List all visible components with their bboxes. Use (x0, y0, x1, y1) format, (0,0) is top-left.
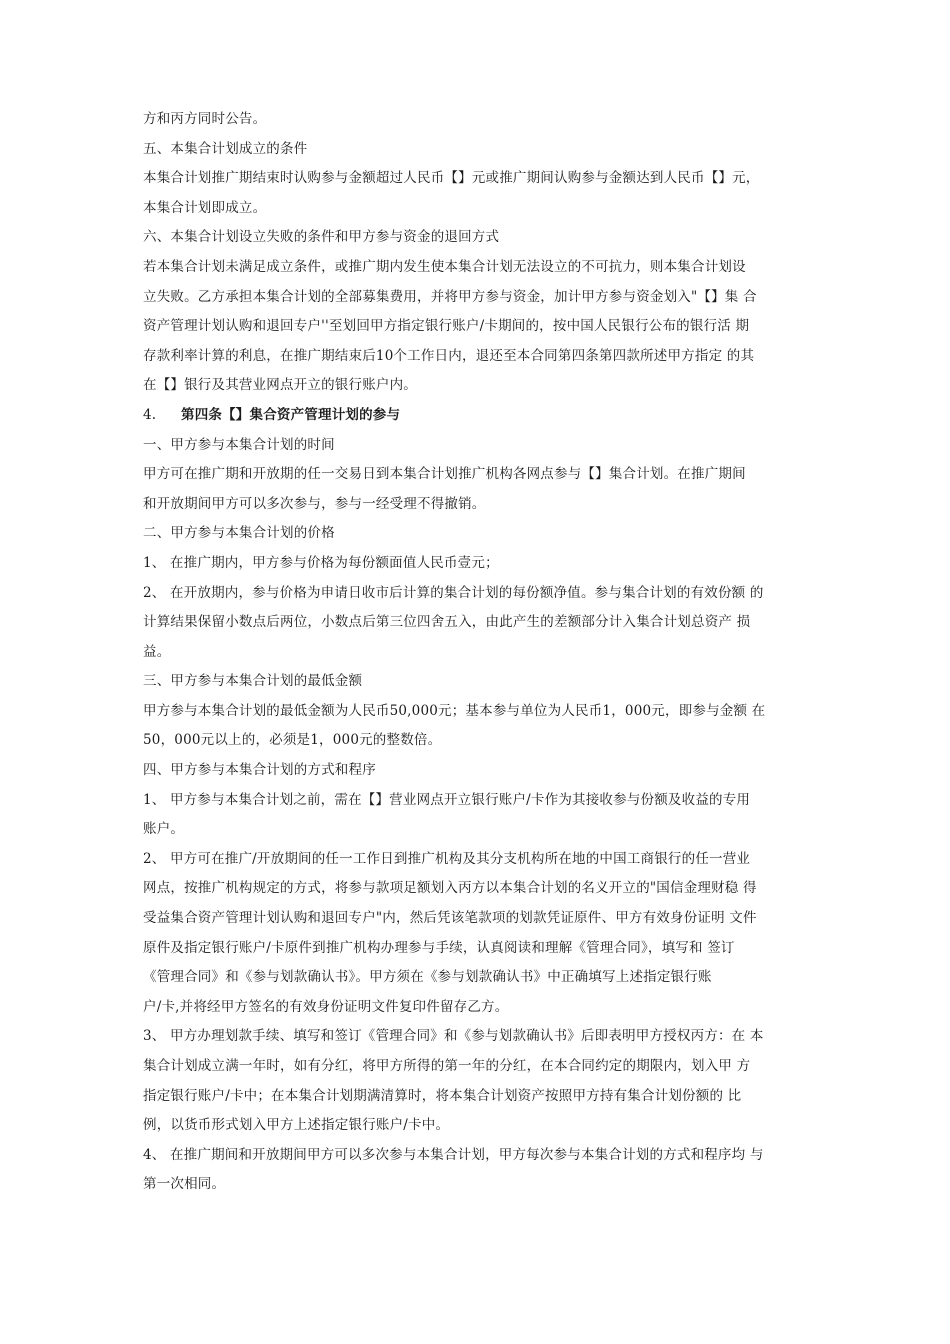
text-line: 计算结果保留小数点后两位，小数点后第三位四舍五入，由此产生的差额部分计入集合计划总资产 损 (143, 614, 751, 631)
text-line: 网点，按推广机构规定的方式，将参与款项足额划入丙方以本集合计划的名义开立的"国信金理财稳 得 (143, 880, 757, 897)
text-line: 1、 在推广期内，甲方参与价格为每份额面值人民币壹元； (143, 554, 499, 571)
document-page (143, 105, 823, 1200)
text-line: 3、 甲方办理划款手续、填写和签订《管理合同》和《参与划款确认书》后即表明甲方授权丙方：在 本 (143, 1028, 764, 1045)
section-title: 三、甲方参与本集合计划的最低金额 (143, 673, 363, 690)
text-line: 户/卡,并将经甲方签名的有效身份证明文件复印件留存乙方。 (143, 998, 509, 1015)
section-title: 六、本集合计划设立失败的条件和甲方参与资金的退回方式 (143, 229, 500, 246)
section-title: 一、甲方参与本集合计划的时间 (143, 436, 335, 453)
heading-number: 4. (143, 406, 157, 423)
text-line: 本集合计划即成立。 (143, 199, 267, 216)
text-line: 受益集合资产管理计划认购和退回专户"内，然后凭该笔款项的划款凭证原件、甲方有效身份证明 文件 (143, 910, 757, 927)
text-line: 1、 甲方参与本集合计划之前，需在【】营业网点开立银行账户/卡作为其接收参与份额及收益的专用 (143, 791, 751, 808)
text-line: 益。 (143, 643, 171, 660)
text-line: 《管理合同》和《参与划款确认书》。甲方须在《参与划款确认书》中正确填写上述指定银行账 (143, 969, 712, 986)
text-line: 甲方参与本集合计划的最低金额为人民币50,000元；基本参与单位为人民币1，000元，即参与金额 在 (143, 702, 766, 719)
section-title: 二、甲方参与本集合计划的价格 (143, 525, 335, 542)
text-line: 立失败。乙方承担本集合计划的全部募集费用，并将甲方参与资金，加计甲方参与资金划入"【】集 合 (143, 288, 757, 305)
text-line: 2、 甲方可在推广/开放期间的任一工作日到推广机构及其分支机构所在地的中国工商银行的任一营业 (143, 850, 751, 867)
text-line: 账户。 (143, 821, 185, 838)
text-line: 资产管理计划认购和退回专户''至划回甲方指定银行账户/卡期间的，按中国人民银行公布的银行活 期 (143, 318, 750, 335)
text-line: 方和丙方同时公告。 (143, 111, 267, 127)
text-line: 50，000元以上的，必须是1，000元的整数倍。 (143, 732, 442, 749)
text-line: 本集合计划推广期结束时认购参与金额超过人民币【】元或推广期间认购参与金额达到人民币【】元， (143, 170, 760, 187)
text-line: 2、 在开放期内，参与价格为申请日收市后计算的集合计划的每份额净值。参与集合计划的有效份额 的 (143, 584, 764, 601)
text-line: 和开放期间甲方可以多次参与，参与一经受理不得撤销。 (143, 495, 486, 512)
text-line: 指定银行账户/卡中；在本集合计划期满清算时，将本集合计划资产按照甲方持有集合计划份额的 比 (143, 1087, 742, 1104)
text-line: 集合计划成立满一年时，如有分红，将甲方所得的第一年的分红，在本合同约定的期限内，划入甲 方 (143, 1058, 751, 1074)
text-line: 4、 在推广期间和开放期间甲方可以多次参与本集合计划，甲方每次参与本集合计划的方式和程序均 与 (143, 1146, 764, 1163)
section-title: 四、甲方参与本集合计划的方式和程序 (143, 762, 376, 779)
heading-text: 第四条【】集合资产管理计划的参与 (181, 406, 401, 423)
text-line: 存款利率计算的利息，在推广期结束后10个工作日内，退还至本合同第四条第四款所述甲方指定 的其 (143, 347, 755, 364)
article-heading (143, 401, 823, 431)
text-line: 例，以货币形式划入甲方上述指定银行账户/卡中。 (143, 1117, 450, 1134)
text-line: 在【】银行及其营业网点开立的银行账户内。 (143, 377, 417, 394)
text-line: 若本集合计划未满足成立条件，或推广期内发生使本集合计划无法设立的不可抗力，则本集合计划设 (143, 258, 746, 275)
text-line: 第一次相同。 (143, 1176, 226, 1193)
text-line: 原件及指定银行账户/卡原件到推广机构办理参与手续，认真阅读和理解《管理合同》，填写和 签订 (143, 939, 735, 956)
text-line: 甲方可在推广期和开放期的任一交易日到本集合计划推广机构各网点参与【】集合计划。在推广期间 (143, 466, 746, 483)
section-title: 五、本集合计划成立的条件 (143, 140, 308, 157)
